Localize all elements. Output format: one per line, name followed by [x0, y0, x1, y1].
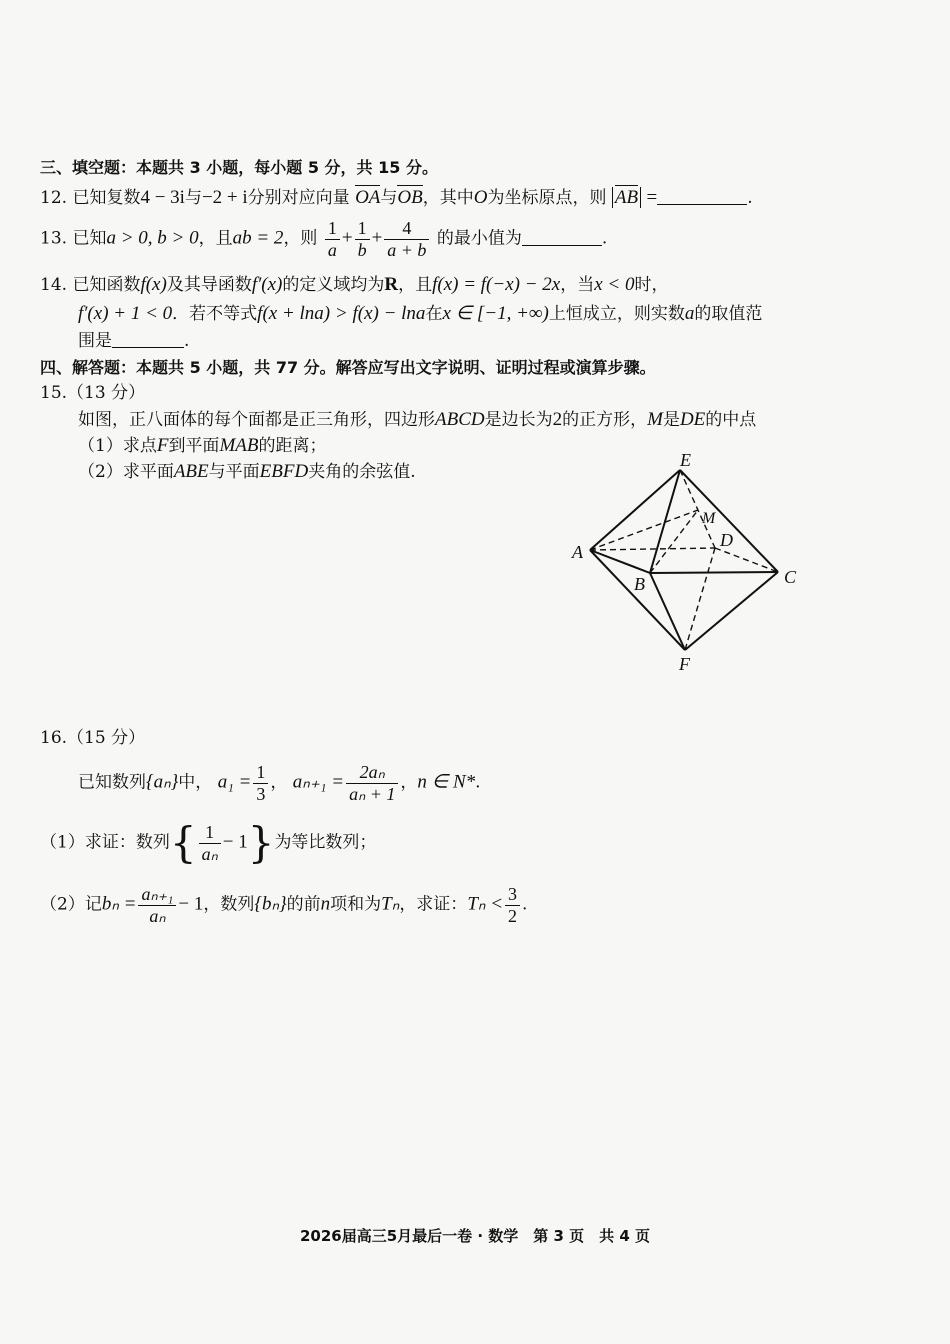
q14-fx: f(x)	[140, 274, 167, 295]
q16-recurrence-lhs: aₙ₊₁ =	[292, 771, 345, 793]
q16-n-domain: n ∈ N*	[417, 771, 476, 793]
q16-tn: Tₙ	[381, 893, 400, 915]
q15-text-b: 是边长为	[484, 410, 553, 430]
question-14-line-3	[78, 333, 189, 350]
q15-m: M	[647, 409, 663, 430]
q15-p1-text-a: （1）求点	[78, 436, 157, 456]
q12-answer-blank[interactable]	[657, 204, 747, 205]
q16-l1-end: .	[475, 772, 481, 793]
q15-plane-ebfd: EBFD	[259, 461, 309, 482]
label-b: B	[634, 574, 645, 594]
segment-bm	[650, 510, 698, 573]
edge-ea	[590, 470, 680, 550]
q13-condition: a > 0, b > 0	[106, 227, 199, 249]
label-f: F	[679, 654, 690, 674]
q16-part-1: （1）求证：数列{ $\frac{1}{\text{aₙ}}$ − 1}为等比数列；	[40, 818, 377, 868]
q12-text-e: ，其中	[422, 188, 474, 208]
octahedron-figure	[560, 448, 820, 683]
q15-text-a: 如图，正八面体的每个面都是正三角形，四边形	[78, 410, 435, 430]
q15-side: 2	[552, 409, 563, 430]
frac-1-over-b: $\frac{1}{b}$	[355, 218, 370, 260]
edge-ec	[680, 470, 778, 572]
q16-p2-minus: − 1	[178, 893, 204, 915]
q14-l2-text-d: 的取值范	[694, 304, 763, 324]
label-c: C	[784, 567, 797, 587]
q14-end: .	[184, 331, 190, 351]
q14-text-e: ，当	[560, 275, 595, 295]
q13-number: 13.	[40, 228, 68, 249]
q14-text-d: ，且	[398, 275, 433, 295]
page-footer: 2026届高三5月最后一卷 · 数学 第 3 页 共 4 页	[299, 1227, 651, 1245]
q14-text-a: 已知函数	[72, 275, 141, 295]
q13-text-c: ，则	[283, 228, 318, 249]
frac-4-over-apb: $\frac{4}{a + b}$	[384, 218, 429, 260]
q16-p1-minus: − 1	[222, 831, 248, 853]
q12-equals: =	[646, 187, 658, 208]
q16-text-b: 中，	[178, 772, 213, 793]
q15-plane-abe: ABE	[173, 461, 209, 482]
frac-3-2: $\frac{3}{2}$	[505, 884, 520, 926]
q14-inequality: f(x + lna) > f(x) − lna	[257, 303, 426, 324]
q14-fpx: f′(x)	[251, 274, 283, 295]
q12-z2: −2 + i	[201, 187, 248, 208]
edge-ad	[590, 548, 715, 550]
q16-p2-end: .	[522, 894, 528, 915]
q16-text-c: ，	[270, 772, 288, 793]
q13-end: .	[601, 228, 608, 249]
q15-p2-text-c: 夹角的余弦值.	[308, 462, 416, 482]
q15-abcd: ABCD	[435, 409, 485, 430]
q12-number: 12.	[40, 188, 68, 208]
q16-p1-text-b: 为等比数列；	[274, 832, 377, 853]
frac-1-over-a: $\frac{1}{a}$	[325, 218, 340, 260]
label-m: M	[702, 510, 716, 527]
frac-1-3: $\frac{1}{3}$	[253, 762, 268, 804]
q16-p2-text-d: 项和为	[330, 894, 382, 915]
q14-domain: x ∈ [−1, +∞)	[442, 303, 549, 324]
q13-answer-blank[interactable]	[522, 245, 602, 246]
segment-am	[590, 510, 698, 550]
edge-bc	[650, 572, 778, 573]
vector-ab: AB	[614, 187, 639, 208]
q14-l2-text-c: 上恒成立，则实数	[548, 304, 685, 324]
q15-text-c: 的正方形，	[562, 410, 648, 430]
q15-text-e: 的中点	[705, 410, 757, 430]
q15-text-d: 是	[662, 410, 680, 430]
q16-number: 16.（15 分）	[40, 728, 146, 748]
edge-ed	[680, 470, 715, 548]
question-13: 13. 已知a > 0, b > 0，且ab = 2，则 $\frac{1}{a}$ + $\frac{1}{b}$ + $\frac{4}{a + b}$ 的最小值为 .	[40, 218, 608, 260]
q12-text-b: 与	[184, 188, 202, 208]
q16-seq-a: {aₙ}	[146, 771, 179, 793]
q14-text-f: 时，	[634, 275, 669, 295]
q15-p2-text-b: 与平面	[208, 462, 260, 482]
q14-text-c: 的定义域均为	[282, 275, 385, 295]
vector-oa: OA	[355, 187, 381, 208]
q14-condition: x < 0	[594, 274, 635, 295]
q12-text-d: 与	[380, 188, 398, 208]
edge-cf	[685, 572, 778, 650]
label-e: E	[680, 450, 691, 470]
q14-derivative-ineq: f′(x) + 1 < 0	[78, 303, 173, 324]
q15-line-1	[78, 410, 756, 429]
q12-text-f: 为坐标原点，则	[487, 188, 607, 208]
q12-text: 已知复数	[72, 188, 141, 208]
q16-p2-text-e: ，求证：	[399, 894, 468, 915]
q16-part-2	[40, 884, 527, 926]
section-4-header: 四、解答题：本题共 5 小题，共 77 分。解答应写出文字说明、证明过程或演算步骤。	[40, 358, 656, 377]
question-12	[40, 188, 753, 207]
q16-p1-text-a: （1）求证：数列	[40, 832, 170, 853]
q15-p2-text-a: （2）求平面	[78, 462, 174, 482]
q16-text-a: 已知数列	[78, 772, 146, 793]
q13-product: ab = 2	[232, 227, 284, 249]
q14-text-b: 及其导函数	[166, 275, 252, 295]
q12-end: .	[747, 188, 753, 208]
q16-bn: bₙ =	[101, 893, 137, 915]
q16-n: n	[320, 893, 331, 915]
q14-answer-blank[interactable]	[112, 347, 184, 348]
q14-equation: f(x) = f(−x) − 2x	[432, 274, 561, 295]
q16-tn-ineq: Tₙ <	[467, 893, 504, 915]
q14-number: 14.	[40, 275, 68, 295]
question-14-line-2	[78, 304, 762, 323]
label-a: A	[572, 542, 583, 562]
q14-l3-text: 围是	[78, 331, 112, 351]
q16-a1: a₁ =	[217, 771, 252, 793]
q12-z1: 4 − 3i	[140, 187, 185, 208]
frac-an1-over-an: $\frac{\text{aₙ₊₁}}{\text{aₙ}}$	[138, 884, 176, 926]
q16-p2-text-a: （2）记	[40, 894, 102, 915]
q16-p2-text-c: 的前	[286, 894, 321, 915]
q13-text-b: ，且	[198, 228, 233, 249]
q14-l2-text-b: 在	[425, 304, 443, 324]
q15-part-2	[78, 462, 416, 481]
solid-edges	[590, 470, 778, 650]
q14-real-set: R	[384, 274, 399, 295]
q13-text-d: 的最小值为	[436, 228, 522, 249]
section-3-header: 三、填空题：本题共 3 小题，每小题 5 分，共 15 分。	[40, 158, 438, 177]
frac-recurrence: $\frac{\text{2aₙ}}{\text{aₙ + 1}}$	[346, 762, 398, 804]
label-d: D	[720, 530, 733, 550]
q15-de: DE	[679, 409, 706, 430]
q14-variable: a	[684, 303, 695, 324]
edge-af	[590, 550, 685, 650]
edge-dc	[715, 548, 778, 572]
q15-p1-text-c: 的距离；	[258, 436, 327, 456]
q14-l2-text-a: ．若不等式	[172, 304, 258, 324]
q16-line-1	[78, 762, 481, 804]
frac-1-over-an: $\frac{1}{\text{aₙ}}$	[199, 822, 221, 864]
question-14-line-1	[40, 275, 669, 294]
edge-bf	[650, 573, 685, 650]
q15-plane-mab: MAB	[219, 435, 259, 456]
edge-df	[685, 548, 715, 650]
vector-ob: OB	[397, 187, 423, 208]
q16-seq-b: {bₙ}	[254, 893, 287, 915]
q12-text-c: 分别对应向量	[247, 188, 350, 208]
edge-ab	[590, 550, 650, 573]
q12-origin: O	[473, 187, 488, 208]
q15-p1-text-b: 到平面	[168, 436, 220, 456]
q15-point-f: F	[156, 435, 169, 456]
q16-p2-text-b: ，数列	[203, 894, 255, 915]
q15-number: 15.（13 分）	[40, 383, 146, 403]
q13-text: 已知	[72, 228, 107, 249]
q16-text-d: ，	[400, 772, 418, 793]
q15-part-1	[78, 436, 326, 455]
